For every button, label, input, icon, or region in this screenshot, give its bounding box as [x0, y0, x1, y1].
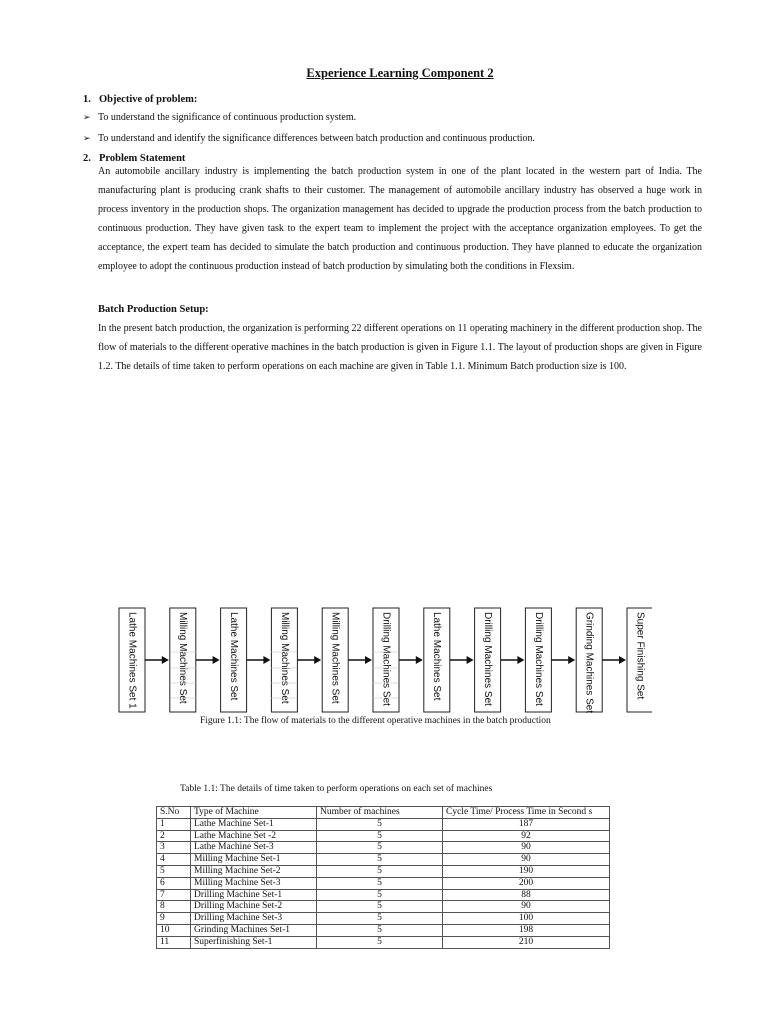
flow-arrow-head-icon [213, 656, 220, 664]
cell-machine-type: Milling Machine Set-3 [191, 877, 317, 889]
cell-machine-type: Lathe Machine Set-1 [191, 818, 317, 830]
cell-machine-type: Superfinishing Set-1 [191, 936, 317, 948]
table-row [157, 924, 610, 936]
table-row [157, 913, 610, 925]
table-row [157, 877, 610, 889]
section-title: Problem Statement [99, 153, 186, 164]
flow-diagram-svg [118, 607, 652, 715]
arrow-bullet-icon: ➢ [83, 112, 91, 122]
station-label: Milling Machines Set [329, 612, 341, 704]
header-cycle-time: Cycle Time/ Process Time in Second s [443, 807, 610, 819]
cell-machine-count: 5 [317, 830, 443, 842]
table-caption: Table 1.1: The details of time taken to perform operations on each set of machines [180, 784, 493, 794]
cell-cycle-time: 90 [443, 901, 610, 913]
figure-caption: Figure 1.1: The flow of materials to the different operative machines in the batch production [200, 716, 551, 726]
flow-arrow-head-icon [517, 656, 524, 664]
section-1-heading [83, 94, 197, 105]
header-sno: S.No [157, 807, 191, 819]
station-label: Lathe Machines Set [431, 612, 443, 701]
cell-machine-type: Milling Machine Set-1 [191, 854, 317, 866]
cell-cycle-time: 198 [443, 924, 610, 936]
flow-diagram [118, 607, 652, 715]
station-label: Lathe Machines Set [227, 612, 239, 701]
cell-machine-type: Drilling Machine Set-1 [191, 889, 317, 901]
machine-table [156, 806, 610, 949]
cell-machine-count: 5 [317, 913, 443, 925]
station-label: Milling Machines Set [177, 612, 189, 704]
problem-statement-paragraph: An automobile ancillary industry is implementing the batch production system in one of the plant located in the western part of India. The manufacturing plant is producing crank shafts to their customer. The management of automobile ancillary industry has observed a huge work in process inventory in the production shops. The organization management has decided to upgrade the production process from the batch production to continuous production. They have given task to the expert team to implement the project with the acceptance organization employees. To get the acceptance, the expert team has decided to simulate the batch production and continuous production. They have planned to educate the organization employee to adopt the continuous production instead of batch production by simulating both the conditions in Flexsim. [98, 166, 702, 273]
flow-arrow-head-icon [416, 656, 423, 664]
cell-machine-count: 5 [317, 842, 443, 854]
cell-sno: 6 [157, 877, 191, 889]
cell-cycle-time: 210 [443, 936, 610, 948]
cell-cycle-time: 88 [443, 889, 610, 901]
flow-arrow-head-icon [263, 656, 270, 664]
flow-arrow-head-icon [568, 656, 575, 664]
bullet-text: To understand the significance of continuous production system. [98, 112, 357, 123]
objective-bullet [83, 133, 535, 144]
cell-cycle-time: 100 [443, 913, 610, 925]
cell-machine-type: Drilling Machine Set-2 [191, 901, 317, 913]
flow-arrow-head-icon [162, 656, 169, 664]
document-title: Experience Learning Component 2 [306, 66, 494, 80]
cell-machine-count: 5 [317, 818, 443, 830]
station-label: Drilling Machines Set [380, 612, 392, 706]
flow-arrow-head-icon [467, 656, 474, 664]
batch-setup-heading: Batch Production Setup: [98, 304, 209, 315]
table-row [157, 901, 610, 913]
station-label: Milling Machines Set [278, 612, 290, 704]
cell-machine-count: 5 [317, 889, 443, 901]
cell-sno: 7 [157, 889, 191, 901]
table-row [157, 936, 610, 948]
station-label: Grinding Machines Set [583, 612, 595, 714]
bullet-text: To understand and identify the significance differences between batch production and continuous production. [98, 133, 536, 144]
cell-cycle-time: 90 [443, 854, 610, 866]
cell-sno: 10 [157, 924, 191, 936]
cell-sno: 1 [157, 818, 191, 830]
table-row [157, 842, 610, 854]
station-label: Drilling Machines Set [532, 612, 544, 706]
flow-arrow-head-icon [365, 656, 372, 664]
cell-sno: 3 [157, 842, 191, 854]
cell-machine-count: 5 [317, 901, 443, 913]
header-machine-count: Number of machines [317, 807, 443, 819]
cell-sno: 9 [157, 913, 191, 925]
cell-machine-type: Drilling Machine Set-3 [191, 913, 317, 925]
cell-cycle-time: 190 [443, 865, 610, 877]
station-label: Lathe Machines Set 1 [126, 612, 138, 709]
table-row [157, 865, 610, 877]
cell-machine-type: Grinding Machines Set-1 [191, 924, 317, 936]
section-title: Objective of problem: [99, 94, 198, 105]
cell-machine-count: 5 [317, 865, 443, 877]
cell-sno: 11 [157, 936, 191, 948]
header-machine-type: Type of Machine [191, 807, 317, 819]
cell-machine-count: 5 [317, 877, 443, 889]
batch-setup-paragraph: In the present batch production, the organization is performing 22 different operations on 11 operating machinery in the different production shop. The flow of materials to the different operative machines in the batch production is given in Figure 1.1. The layout of production shops are given in Figure 1.2. The details of time taken to perform operations on each machine are given in Table 1.1. Minimum Batch production size is 100. [98, 323, 702, 373]
cell-cycle-time: 200 [443, 877, 610, 889]
cell-cycle-time: 90 [443, 842, 610, 854]
cell-sno: 5 [157, 865, 191, 877]
section-number: 1. [83, 94, 91, 105]
flow-arrow-head-icon [314, 656, 321, 664]
table-row [157, 854, 610, 866]
cell-sno: 8 [157, 901, 191, 913]
table-row [157, 889, 610, 901]
table-row [157, 818, 610, 830]
cell-machine-count: 5 [317, 936, 443, 948]
station-label: Drilling Machines Set [481, 612, 493, 706]
cell-sno: 2 [157, 830, 191, 842]
table-row [157, 830, 610, 842]
section-number: 2. [83, 153, 91, 164]
cell-machine-type: Milling Machine Set-2 [191, 865, 317, 877]
objective-bullet [83, 112, 356, 123]
arrow-bullet-icon: ➢ [83, 133, 91, 143]
cell-machine-type: Lathe Machine Set -2 [191, 830, 317, 842]
cell-machine-count: 5 [317, 854, 443, 866]
cell-cycle-time: 187 [443, 818, 610, 830]
flow-arrow-head-icon [619, 656, 626, 664]
cell-sno: 4 [157, 854, 191, 866]
cell-machine-count: 5 [317, 924, 443, 936]
station-label: Super Finishing Set [634, 612, 646, 700]
cell-cycle-time: 92 [443, 830, 610, 842]
table-header-row [157, 807, 610, 819]
cell-machine-type: Lathe Machine Set-3 [191, 842, 317, 854]
